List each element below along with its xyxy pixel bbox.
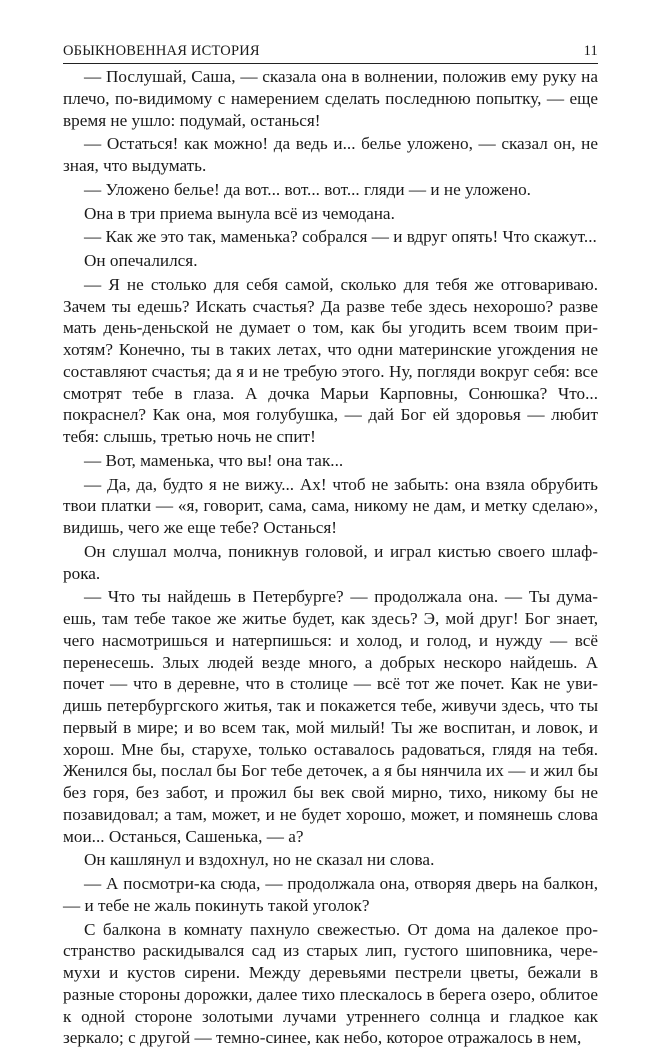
header-rule — [63, 63, 598, 64]
paragraph: — Уложено белье! да вот... вот... вот... гляди — и не уложено. — [84, 179, 531, 199]
paragraph: — Как же это так, маменька? собрался — и вдруг опять! Что скажут... — [84, 227, 597, 247]
paragraph: Он слушал молча, поникнув головой, и играл кистью своего шлафрока. — [63, 541, 598, 583]
running-head — [63, 40, 598, 60]
paragraph: Он кашлянул и вздохнул, но не сказал ни слова. — [84, 850, 435, 870]
paragraph: Она в три приема вынула всё из чемодана. — [84, 203, 395, 223]
book-title: ОБЫКНОВЕННАЯ ИСТОРИЯ — [63, 43, 260, 59]
paragraph: Он опечалился. — [84, 251, 198, 270]
paragraph: — А посмотри-ка сюда, — продолжала она, отворяя дверь на балкон, — и тебе не жаль покинуть такой уголок? — [63, 874, 598, 915]
paragraph: — Послушай, Саша, — сказала она в волнении, положив ему руку на плечо, по-видимому с намерением сделать последнюю попытку, — еще время не ушло: подумай, останься! — [63, 67, 598, 130]
paragraph: — Вот, маменька, что вы! она так... — [84, 450, 344, 470]
paragraph: — Остаться! как можно! да ведь и... белье уложено, — сказал он, не зная, что выдумать. — [63, 134, 598, 175]
paragraph: — Я не столько для себя самой, сколько для тебя же отговариваю. Зачем ты едешь? Искать счастья? Да разве тебе здесь нехорошо? разве мать день-деньской не думает о том, как бы угодить всем твоим прихотям? Конечно, ты в таких летах, что одни материнские угождения не составляют счастья; да я и не требую этого. Ну, погляди вокруг себя: все смотрят тебе в глаза. А дочка Марьи Карповны, Сонюшка? Что... покраснел? Как она, моя голубушка, — дай Бог ей здоровья — любит тебя: слышь, третью ночь не спит! — [63, 274, 598, 446]
paragraph: — Да, да, будто я не вижу... Ах! чтоб не забыть: она взяла обрубить твои платки — «я, говорит, сама, сама, никому не дам, и метку сделаю», видишь, чего же еще тебе? Останься! — [63, 474, 598, 537]
paragraph: — Что ты найдешь в Петербурге? — продолжала она. — Ты думаешь, там тебе такое же житье будет, как здесь? Э, мой друг! Бог знает, чего насмотришься и натерпишься: и холод, и голод, и нужду — всё перенесешь. Злых людей везде много, а добрых нескоро найдешь. А почет — что в деревне, что в столице — всё тот же почет. Как не увидишь петербургского житья, так и покажется тебе, живучи здесь, что ты первый в мире; и во всем так, мой милый! Ты же воспитан, и ловок, и хорош. Мне бы, старухе, только оставалось радоваться, глядя на тебя. Женился бы, послал бы Бог тебе деточек, а я бы нянчила их — и жил бы без горя, без забот, и прожил бы век свой мирно, тихо, никому бы не позавидовал; а там, может, и не будет хорошо, может, и помянешь слова мои... Останься, Сашенька, — а? — [63, 587, 598, 846]
paragraph: С балкона в комнату пахнуло свежестью. От дома на далекое пространство раскидывался сад из старых лип, густого шиповника, черемухи и кустов сирени. Между деревьями пестрели цветы, бежали в разные стороны дорожки, далее тихо плескалось в берега озеро, облитое к одной стороне золотыми лучами утреннего солнца и гладкое как зеркало; с другой — темно-синее, как небо, которое отражалось в нем, — [63, 919, 598, 1048]
body-text — [63, 66, 598, 1051]
page-number: 11 — [583, 43, 598, 59]
